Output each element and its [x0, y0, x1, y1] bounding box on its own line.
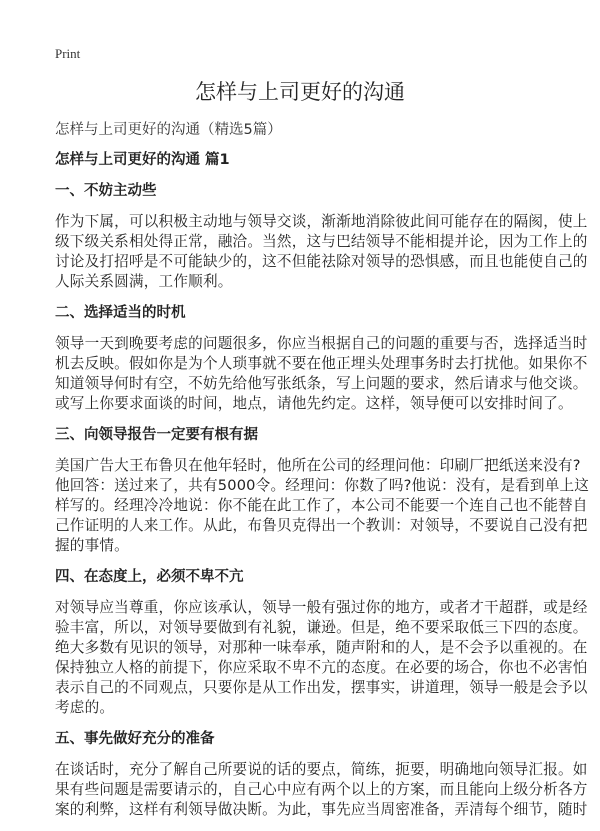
paragraph-line: 样写的。经理冷冷地说：你不能在此工作了，本公司不能要一个连自己也不能替自 — [55, 497, 588, 514]
paragraph-line: 绝大多数有见识的领导，对那种一味奉承，随声附和的人，是不会予以重视的。在 — [55, 639, 588, 656]
paragraph-line: 在谈话时，充分了解自己所要说的话的要点，简练，扼要，明确地向领导汇报。如 — [55, 761, 588, 778]
document-subtitle: 怎样与上司更好的沟通（精选5篇） — [55, 122, 282, 138]
section-paragraph — [55, 334, 588, 414]
paragraph-line: 他回答：送过来了，共有5000令。经理问：你数了吗?他说：没有，是看到单上这 — [55, 477, 590, 494]
print-link[interactable]: Print — [55, 46, 81, 61]
paragraph-line: 考虑的。 — [55, 699, 115, 716]
paragraph-line: 表示自己的不同观点，只要你是从工作出发，摆事实，讲道理，领导一般是会予以 — [55, 679, 588, 696]
paragraph-line: 己作证明的人来工作。从此，布鲁贝克得出一个教训：对领导，不要说自己没有把 — [55, 517, 588, 534]
paragraph-line: 机去反映。假如你是为个人琐事就不要在他正埋头处理事务时去打扰他。如果你不 — [55, 355, 588, 372]
paragraph-line: 人际关系圆满，工作顺利。 — [55, 273, 233, 290]
paragraph-line: 知道领导何时有空，不妨先给他写张纸条，写上问题的要求，然后请求与他交谈。 — [55, 375, 588, 392]
paragraph-line: 美国广告大王布鲁贝在他年轻时，他所在公司的经理问他：印刷厂把纸送来没有? — [55, 457, 581, 474]
paragraph-line: 领导一天到晚要考虑的问题很多，你应当根据自己的问题的重要与否，选择适当时 — [55, 335, 588, 352]
section-paragraph — [55, 456, 590, 556]
paragraph-line: 对领导应当尊重，你应该承认，领导一般有强过你的地方，或者才干超群，或是经 — [55, 599, 588, 616]
paragraph-line: 作为下属，可以积极主动地与领导交谈，渐渐地消除彼此间可能存在的隔阂，使上 — [55, 213, 588, 230]
paragraph-line: 保持独立人格的前提下，你应采取不卑不亢的态度。在必要的场合，你也不必害怕 — [55, 659, 588, 676]
paragraph-line: 讨论及打招呼是不可能缺少的，这不但能祛除对领导的恐惧感，而且也能使自己的 — [55, 253, 588, 270]
document-body — [55, 120, 590, 831]
section-paragraph — [55, 760, 588, 820]
paragraph-line: 验丰富，所以，对领导要做到有礼貌，谦逊。但是，绝不要采取低三下四的态度。 — [55, 619, 588, 636]
section-heading: 一、不妨主动些 — [55, 183, 157, 199]
paragraph-line: 果有些问题是需要请示的，自己心中应有两个以上的方案，而且能向上级分析各方 — [55, 781, 588, 798]
paragraph-line: 握的事情。 — [55, 537, 129, 554]
section-heading: 五、事先做好充分的准备 — [55, 731, 215, 747]
section-heading: 二、选择适当的时机 — [55, 305, 186, 321]
section-heading: 四、在态度上，必须不卑不亢 — [55, 569, 244, 585]
paragraph-line: 或写上你要求面谈的时间，地点，请他先约定。这样，领导便可以安排时间了。 — [55, 395, 573, 412]
paragraph-line: 案的利弊，这样有利领导做决断。为此，事先应当周密准备，弄清每个细节，随时 — [55, 801, 588, 818]
section-heading: 三、向领导报告一定要有根有据 — [55, 427, 258, 443]
section-paragraph — [55, 598, 588, 718]
section-paragraph — [55, 212, 588, 292]
article-heading: 怎样与上司更好的沟通 篇1 — [55, 152, 230, 168]
paragraph-line: 级下级关系相处得正常，融洽。当然，这与巴结领导不能相提并论，因为工作上的 — [55, 233, 588, 250]
page-title: 怎样与上司更好的沟通 — [195, 80, 405, 104]
